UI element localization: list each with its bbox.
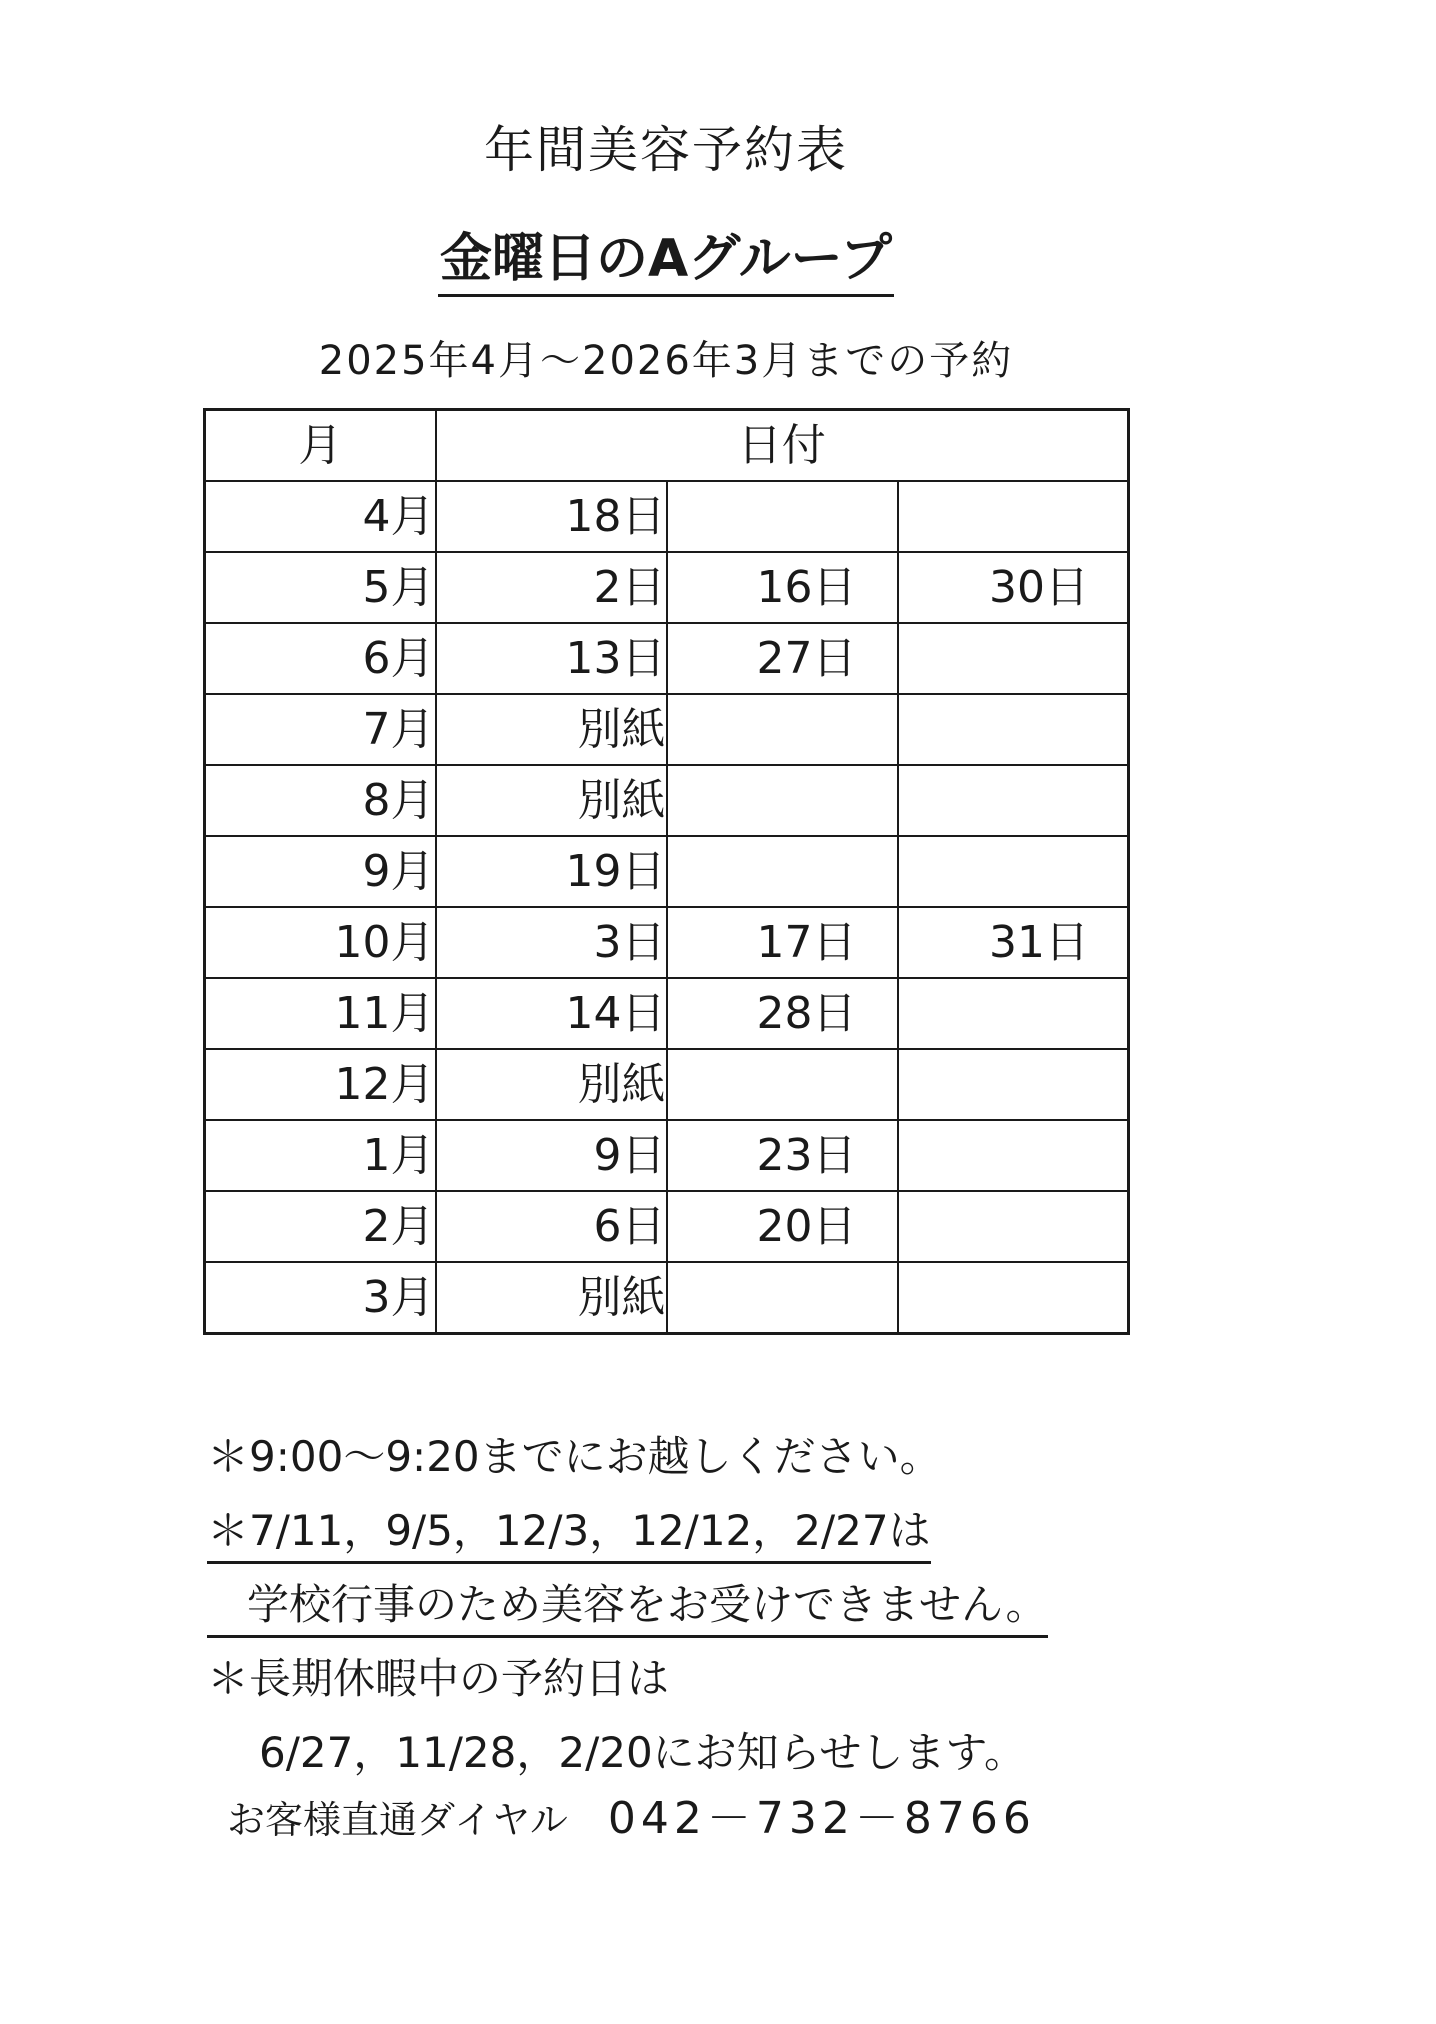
- month-cell: 3月: [205, 1262, 436, 1334]
- reservation-period: 2025年4月～2026年3月までの予約: [318, 338, 1014, 384]
- date-cell: 30日: [898, 552, 1129, 623]
- date-cell: 28日: [667, 978, 898, 1049]
- month-cell: 11月: [205, 978, 436, 1049]
- date-cell: 31日: [898, 907, 1129, 978]
- month-cell: 8月: [205, 765, 436, 836]
- date-cell: 別紙: [436, 1262, 667, 1334]
- date-cell: 27日: [667, 623, 898, 694]
- date-cell: [667, 1049, 898, 1120]
- month-cell: 5月: [205, 552, 436, 623]
- table-row: [205, 623, 1129, 694]
- date-cell: [898, 836, 1129, 907]
- date-cell: [667, 694, 898, 765]
- note-announcement-dates: 6/27，11/28，2/20にお知らせします。: [259, 1728, 1027, 1777]
- month-cell: 2月: [205, 1191, 436, 1262]
- month-cell: 12月: [205, 1049, 436, 1120]
- table-row: [205, 1049, 1129, 1120]
- subtitle-wrapper: [0, 228, 1332, 297]
- note-school-events: 学校行事のため美容をお受けできません。: [207, 1575, 1048, 1638]
- group-subtitle: 金曜日のAグループ: [438, 228, 894, 297]
- month-cell: 1月: [205, 1120, 436, 1191]
- month-cell: 9月: [205, 836, 436, 907]
- date-cell: 3日: [436, 907, 667, 978]
- date-cell: 6日: [436, 1191, 667, 1262]
- date-cell: 9日: [436, 1120, 667, 1191]
- date-cell: 別紙: [436, 1049, 667, 1120]
- date-cell: [898, 1120, 1129, 1191]
- note-unavailable-dates: ＊7/11，9/5，12/3，12/12，2/27は: [207, 1501, 931, 1564]
- table-row: [205, 694, 1129, 765]
- note-long-holiday: ＊長期休暇中の予約日は: [207, 1654, 670, 1703]
- page-title: 年間美容予約表: [484, 121, 848, 179]
- table-row: [205, 552, 1129, 623]
- table-row: [205, 1262, 1129, 1334]
- date-cell: 23日: [667, 1120, 898, 1191]
- date-cell: [667, 765, 898, 836]
- date-cell: [898, 694, 1129, 765]
- table-header-row: [205, 410, 1129, 482]
- header-date: 日付: [436, 410, 1129, 482]
- month-cell: 6月: [205, 623, 436, 694]
- date-cell: [898, 1191, 1129, 1262]
- date-cell: [898, 765, 1129, 836]
- date-cell: 14日: [436, 978, 667, 1049]
- table-row: [205, 836, 1129, 907]
- date-cell: 19日: [436, 836, 667, 907]
- date-cell: 別紙: [436, 694, 667, 765]
- table-row: [205, 1120, 1129, 1191]
- month-cell: 7月: [205, 694, 436, 765]
- note-school-events-wrapper: [207, 1568, 1307, 1642]
- table-row: [205, 765, 1129, 836]
- date-cell: 16日: [667, 552, 898, 623]
- contact-phone-number: 042－732－8766: [607, 1793, 1036, 1844]
- reservation-table: [203, 408, 1130, 1335]
- note-unavailable-dates-wrapper: [207, 1494, 1307, 1568]
- notes-section: [207, 1420, 1307, 1790]
- date-cell: [898, 1262, 1129, 1334]
- note-arrival-time: ＊9:00～9:20までにお越しください。: [207, 1432, 942, 1481]
- date-cell: [667, 836, 898, 907]
- date-cell: 18日: [436, 481, 667, 552]
- table-row: [205, 907, 1129, 978]
- table-row: [205, 978, 1129, 1049]
- date-cell: 別紙: [436, 765, 667, 836]
- date-cell: [667, 481, 898, 552]
- date-cell: [667, 1262, 898, 1334]
- date-cell: [898, 623, 1129, 694]
- table-row: [205, 1191, 1129, 1262]
- date-cell: [898, 481, 1129, 552]
- date-cell: 2日: [436, 552, 667, 623]
- month-cell: 10月: [205, 907, 436, 978]
- date-cell: [898, 1049, 1129, 1120]
- date-cell: 13日: [436, 623, 667, 694]
- table-row: [205, 481, 1129, 552]
- date-cell: [898, 978, 1129, 1049]
- date-cell: 20日: [667, 1191, 898, 1262]
- month-cell: 4月: [205, 481, 436, 552]
- contact-label: お客様直通ダイヤル: [227, 1798, 568, 1842]
- date-cell: 17日: [667, 907, 898, 978]
- header-month: 月: [205, 410, 436, 482]
- table-body: [205, 481, 1129, 1334]
- contact-line: [227, 1790, 1036, 1849]
